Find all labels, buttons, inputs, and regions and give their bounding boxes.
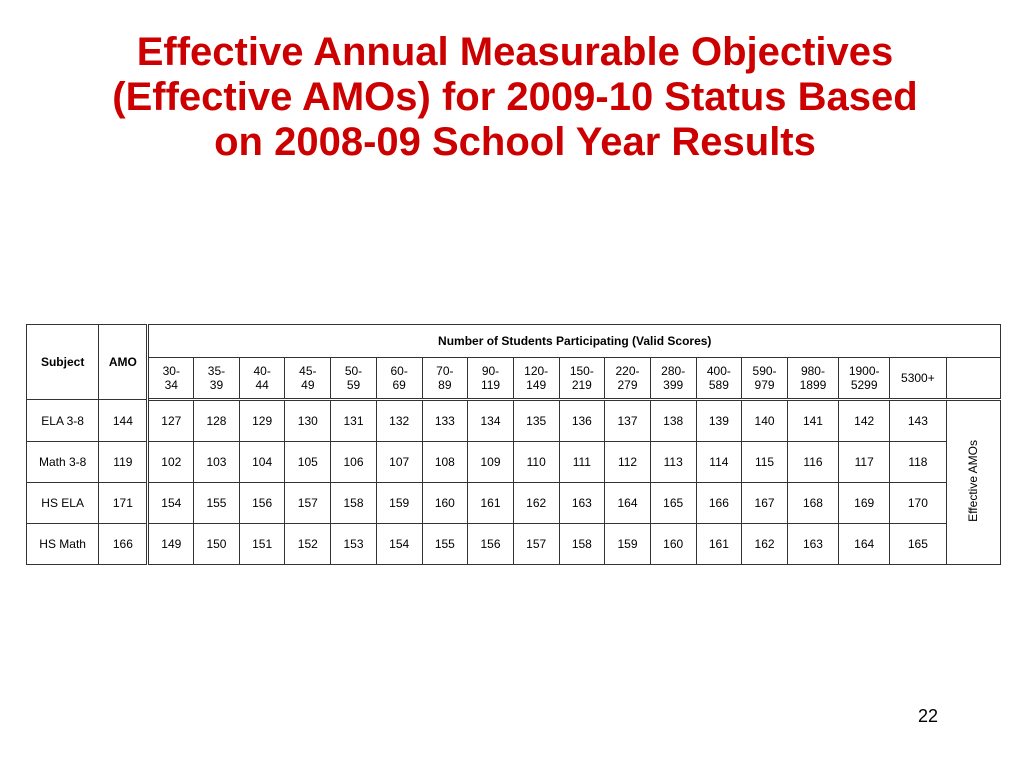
effective-amo-cell: 163 xyxy=(787,524,838,565)
range-header: 280- 399 xyxy=(650,358,696,400)
page-number: 22 xyxy=(917,706,938,726)
effective-amo-cell: 151 xyxy=(239,524,285,565)
table-row xyxy=(27,524,1001,565)
effective-amo-cell: 139 xyxy=(696,400,742,442)
range-header: 150- 219 xyxy=(559,358,605,400)
range-header: 40- 44 xyxy=(239,358,285,400)
side-label-cell xyxy=(946,400,1001,565)
effective-amo-cell: 140 xyxy=(742,400,788,442)
effective-amo-cell: 107 xyxy=(376,442,422,483)
effective-amo-cell: 108 xyxy=(422,442,468,483)
effective-amo-cell: 164 xyxy=(839,524,890,565)
amo-cell: 166 xyxy=(99,524,148,565)
group-header: Number of Students Participating (Valid Scores) xyxy=(148,325,1001,358)
effective-amo-cell: 129 xyxy=(239,400,285,442)
effective-amo-cell: 162 xyxy=(742,524,788,565)
table-row xyxy=(27,442,1001,483)
range-header: 590- 979 xyxy=(742,358,788,400)
effective-amo-cell: 167 xyxy=(742,483,788,524)
effective-amo-table xyxy=(26,324,1001,565)
effective-amo-cell: 103 xyxy=(194,442,240,483)
effective-amo-cell: 156 xyxy=(239,483,285,524)
effective-amo-cell: 132 xyxy=(376,400,422,442)
range-header: 120- 149 xyxy=(513,358,559,400)
range-header-empty xyxy=(946,358,1001,400)
effective-amo-cell: 168 xyxy=(787,483,838,524)
effective-amo-cell: 156 xyxy=(468,524,514,565)
effective-amo-cell: 166 xyxy=(696,483,742,524)
effective-amo-cell: 141 xyxy=(787,400,838,442)
range-header: 980- 1899 xyxy=(787,358,838,400)
effective-amo-cell: 157 xyxy=(285,483,331,524)
effective-amo-cell: 116 xyxy=(787,442,838,483)
effective-amo-cell: 133 xyxy=(422,400,468,442)
effective-amo-cell: 154 xyxy=(376,524,422,565)
range-header-row xyxy=(27,358,1001,400)
amo-cell: 119 xyxy=(99,442,148,483)
range-header: 5300+ xyxy=(890,358,946,400)
range-header: 90- 119 xyxy=(468,358,514,400)
effective-amo-cell: 160 xyxy=(422,483,468,524)
effective-amo-cell: 114 xyxy=(696,442,742,483)
amo-header: AMO xyxy=(99,325,148,400)
effective-amo-cell: 109 xyxy=(468,442,514,483)
effective-amo-cell: 130 xyxy=(285,400,331,442)
effective-amo-cell: 169 xyxy=(839,483,890,524)
effective-amo-cell: 161 xyxy=(696,524,742,565)
range-header: 50- 59 xyxy=(331,358,377,400)
effective-amo-cell: 155 xyxy=(194,483,240,524)
effective-amo-cell: 134 xyxy=(468,400,514,442)
range-header: 30- 34 xyxy=(148,358,194,400)
effective-amo-cell: 115 xyxy=(742,442,788,483)
effective-amo-cell: 142 xyxy=(839,400,890,442)
amo-cell: 171 xyxy=(99,483,148,524)
subject-cell: HS Math xyxy=(27,524,99,565)
effective-amo-cell: 143 xyxy=(890,400,946,442)
effective-amo-cell: 157 xyxy=(513,524,559,565)
effective-amo-cell: 128 xyxy=(194,400,240,442)
subject-cell: HS ELA xyxy=(27,483,99,524)
subject-cell: ELA 3-8 xyxy=(27,400,99,442)
slide-title: Effective Annual Measurable Objectives (Effective AMOs) for 2009-10 Status Based on 2008-09 School Year Results xyxy=(112,30,918,164)
effective-amo-cell: 158 xyxy=(331,483,377,524)
range-header: 45- 49 xyxy=(285,358,331,400)
effective-amo-cell: 160 xyxy=(650,524,696,565)
effective-amo-cell: 138 xyxy=(650,400,696,442)
effective-amo-cell: 154 xyxy=(148,483,194,524)
effective-amo-cell: 158 xyxy=(559,524,605,565)
effective-amo-cell: 163 xyxy=(559,483,605,524)
effective-amo-cell: 104 xyxy=(239,442,285,483)
effective-amo-cell: 170 xyxy=(890,483,946,524)
effective-amo-cell: 118 xyxy=(890,442,946,483)
header-row xyxy=(27,325,1001,358)
effective-amo-cell: 162 xyxy=(513,483,559,524)
range-header: 400- 589 xyxy=(696,358,742,400)
effective-amo-cell: 137 xyxy=(605,400,651,442)
range-header: 1900- 5299 xyxy=(839,358,890,400)
effective-amo-cell: 111 xyxy=(559,442,605,483)
effective-amo-cell: 110 xyxy=(513,442,559,483)
effective-amo-cell: 159 xyxy=(376,483,422,524)
effective-amo-cell: 117 xyxy=(839,442,890,483)
effective-amo-cell: 164 xyxy=(605,483,651,524)
subject-header: Subject xyxy=(27,325,99,400)
table-row xyxy=(27,400,1001,442)
effective-amo-cell: 165 xyxy=(650,483,696,524)
effective-amo-cell: 136 xyxy=(559,400,605,442)
effective-amos-label: Effective AMOs xyxy=(966,440,981,522)
range-header: 35- 39 xyxy=(194,358,240,400)
effective-amo-cell: 153 xyxy=(331,524,377,565)
effective-amo-cell: 150 xyxy=(194,524,240,565)
effective-amo-cell: 113 xyxy=(650,442,696,483)
effective-amo-cell: 135 xyxy=(513,400,559,442)
effective-amo-cell: 149 xyxy=(148,524,194,565)
range-header: 70- 89 xyxy=(422,358,468,400)
range-header: 60- 69 xyxy=(376,358,422,400)
amo-cell: 144 xyxy=(99,400,148,442)
effective-amo-cell: 152 xyxy=(285,524,331,565)
effective-amo-cell: 161 xyxy=(468,483,514,524)
effective-amo-cell: 112 xyxy=(605,442,651,483)
effective-amo-cell: 106 xyxy=(331,442,377,483)
effective-amo-cell: 127 xyxy=(148,400,194,442)
effective-amo-cell: 155 xyxy=(422,524,468,565)
effective-amo-cell: 105 xyxy=(285,442,331,483)
effective-amo-cell: 131 xyxy=(331,400,377,442)
effective-amo-cell: 102 xyxy=(148,442,194,483)
range-header: 220- 279 xyxy=(605,358,651,400)
effective-amo-cell: 165 xyxy=(890,524,946,565)
table-row xyxy=(27,483,1001,524)
subject-cell: Math 3-8 xyxy=(27,442,99,483)
effective-amo-cell: 159 xyxy=(605,524,651,565)
